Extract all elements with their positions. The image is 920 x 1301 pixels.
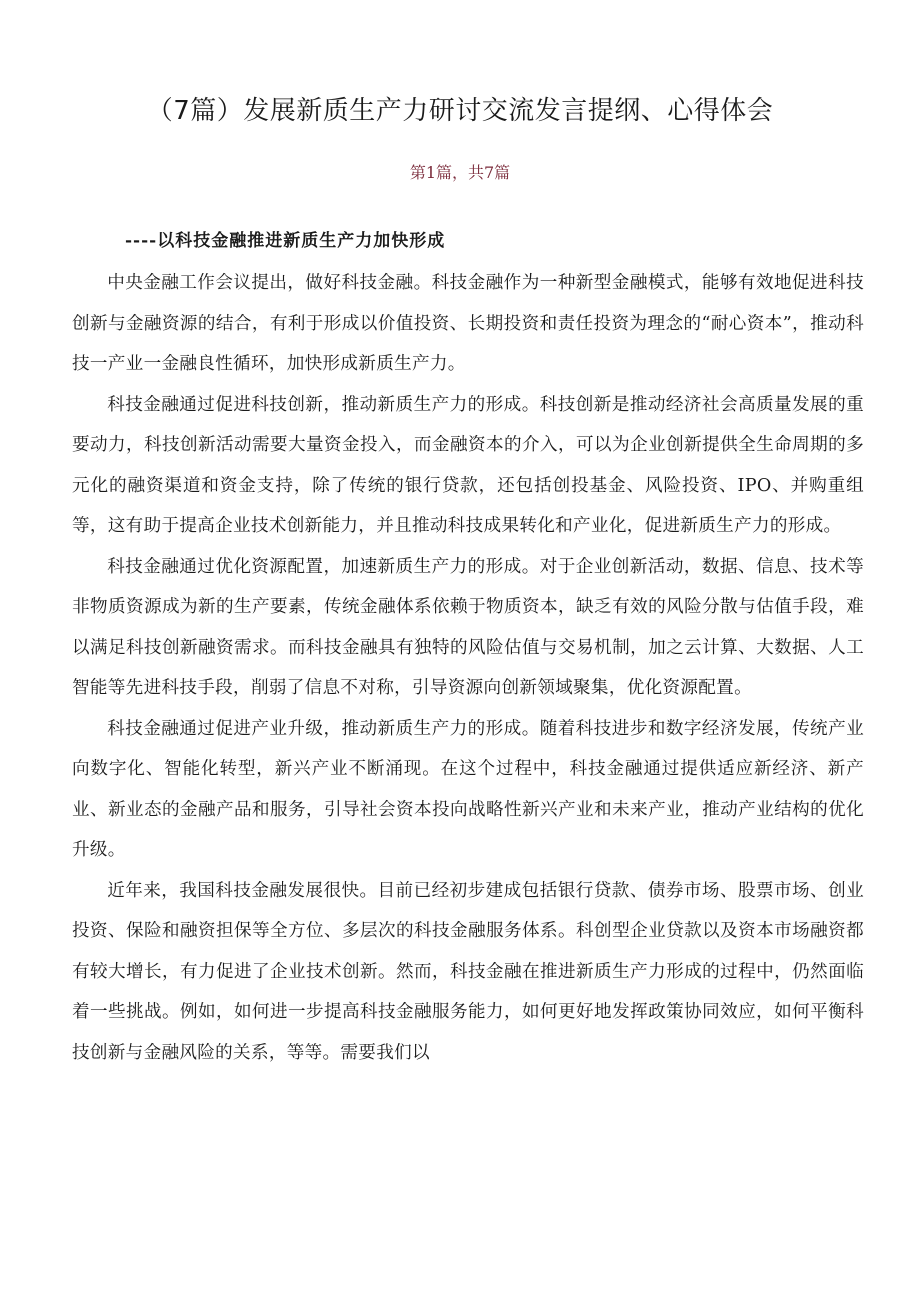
document-title: （7篇）发展新质生产力研讨交流发言提纲、心得体会 xyxy=(146,96,774,126)
paragraph: 科技金融通过优化资源配置，加速新质生产力的形成。对于企业创新活动，数据、信息、技术等非物质资源成为新的生产要素，传统金融体系依赖于物质资本，缺乏有效的风险分散与估值手段，难以满足科技创新融资需求。而科技金融具有独特的风险估值与交易机制，加之云计算、大数据、人工智能等先进科技手段，削弱了信息不对称，引导资源向创新领域聚集，优化资源配置。 xyxy=(72,556,864,698)
section-subtitle: ----以科技金融推进新质生产力加快形成 xyxy=(125,231,446,251)
paragraph: 中央金融工作会议提出，做好科技金融。科技金融作为一种新型金融模式，能够有效地促进科技创新与金融资源的结合，有利于形成以价值投资、长期投资和责任投资为理念的“耐心资本”，推动科技一产业一金融良性循环，加快形成新质生产力。 xyxy=(72,273,864,374)
document-body xyxy=(72,263,864,1073)
part-label: 第1篇，共7篇 xyxy=(409,163,511,182)
paragraph: 科技金融通过促进产业升级，推动新质生产力的形成。随着科技进步和数字经济发展，传统产业向数字化、智能化转型，新兴产业不断涌现。在这个过程中，科技金融通过提供适应新经济、新产业、新业态的金融产品和服务，引导社会资本投向战略性新兴产业和未来产业，推动产业结构的优化升级。 xyxy=(72,718,864,860)
paragraph: 近年来，我国科技金融发展很快。目前已经初步建成包括银行贷款、债券市场、股票市场、创业投资、保险和融资担保等全方位、多层次的科技金融服务体系。科创型企业贷款以及资本市场融资都有较大增长，有力促进了企业技术创新。然而，科技金融在推进新质生产力形成的过程中，仍然面临着一些挑战。例如，如何进一步提高科技金融服务能力，如何更好地发挥政策协同效应，如何平衡科技创新与金融风险的关系，等等。需要我们以 xyxy=(72,880,864,1063)
paragraph: 科技金融通过促进科技创新，推动新质生产力的形成。科技创新是推动经济社会高质量发展的重要动力，科技创新活动需要大量资金投入，而金融资本的介入，可以为企业创新提供全生命周期的多元化的融资渠道和资金支持，除了传统的银行贷款，还包括创投基金、风险投资、IPO、并购重组等，这有助于提高企业技术创新能力，并且推动科技成果转化和产业化，促进新质生产力的形成。 xyxy=(72,394,864,536)
